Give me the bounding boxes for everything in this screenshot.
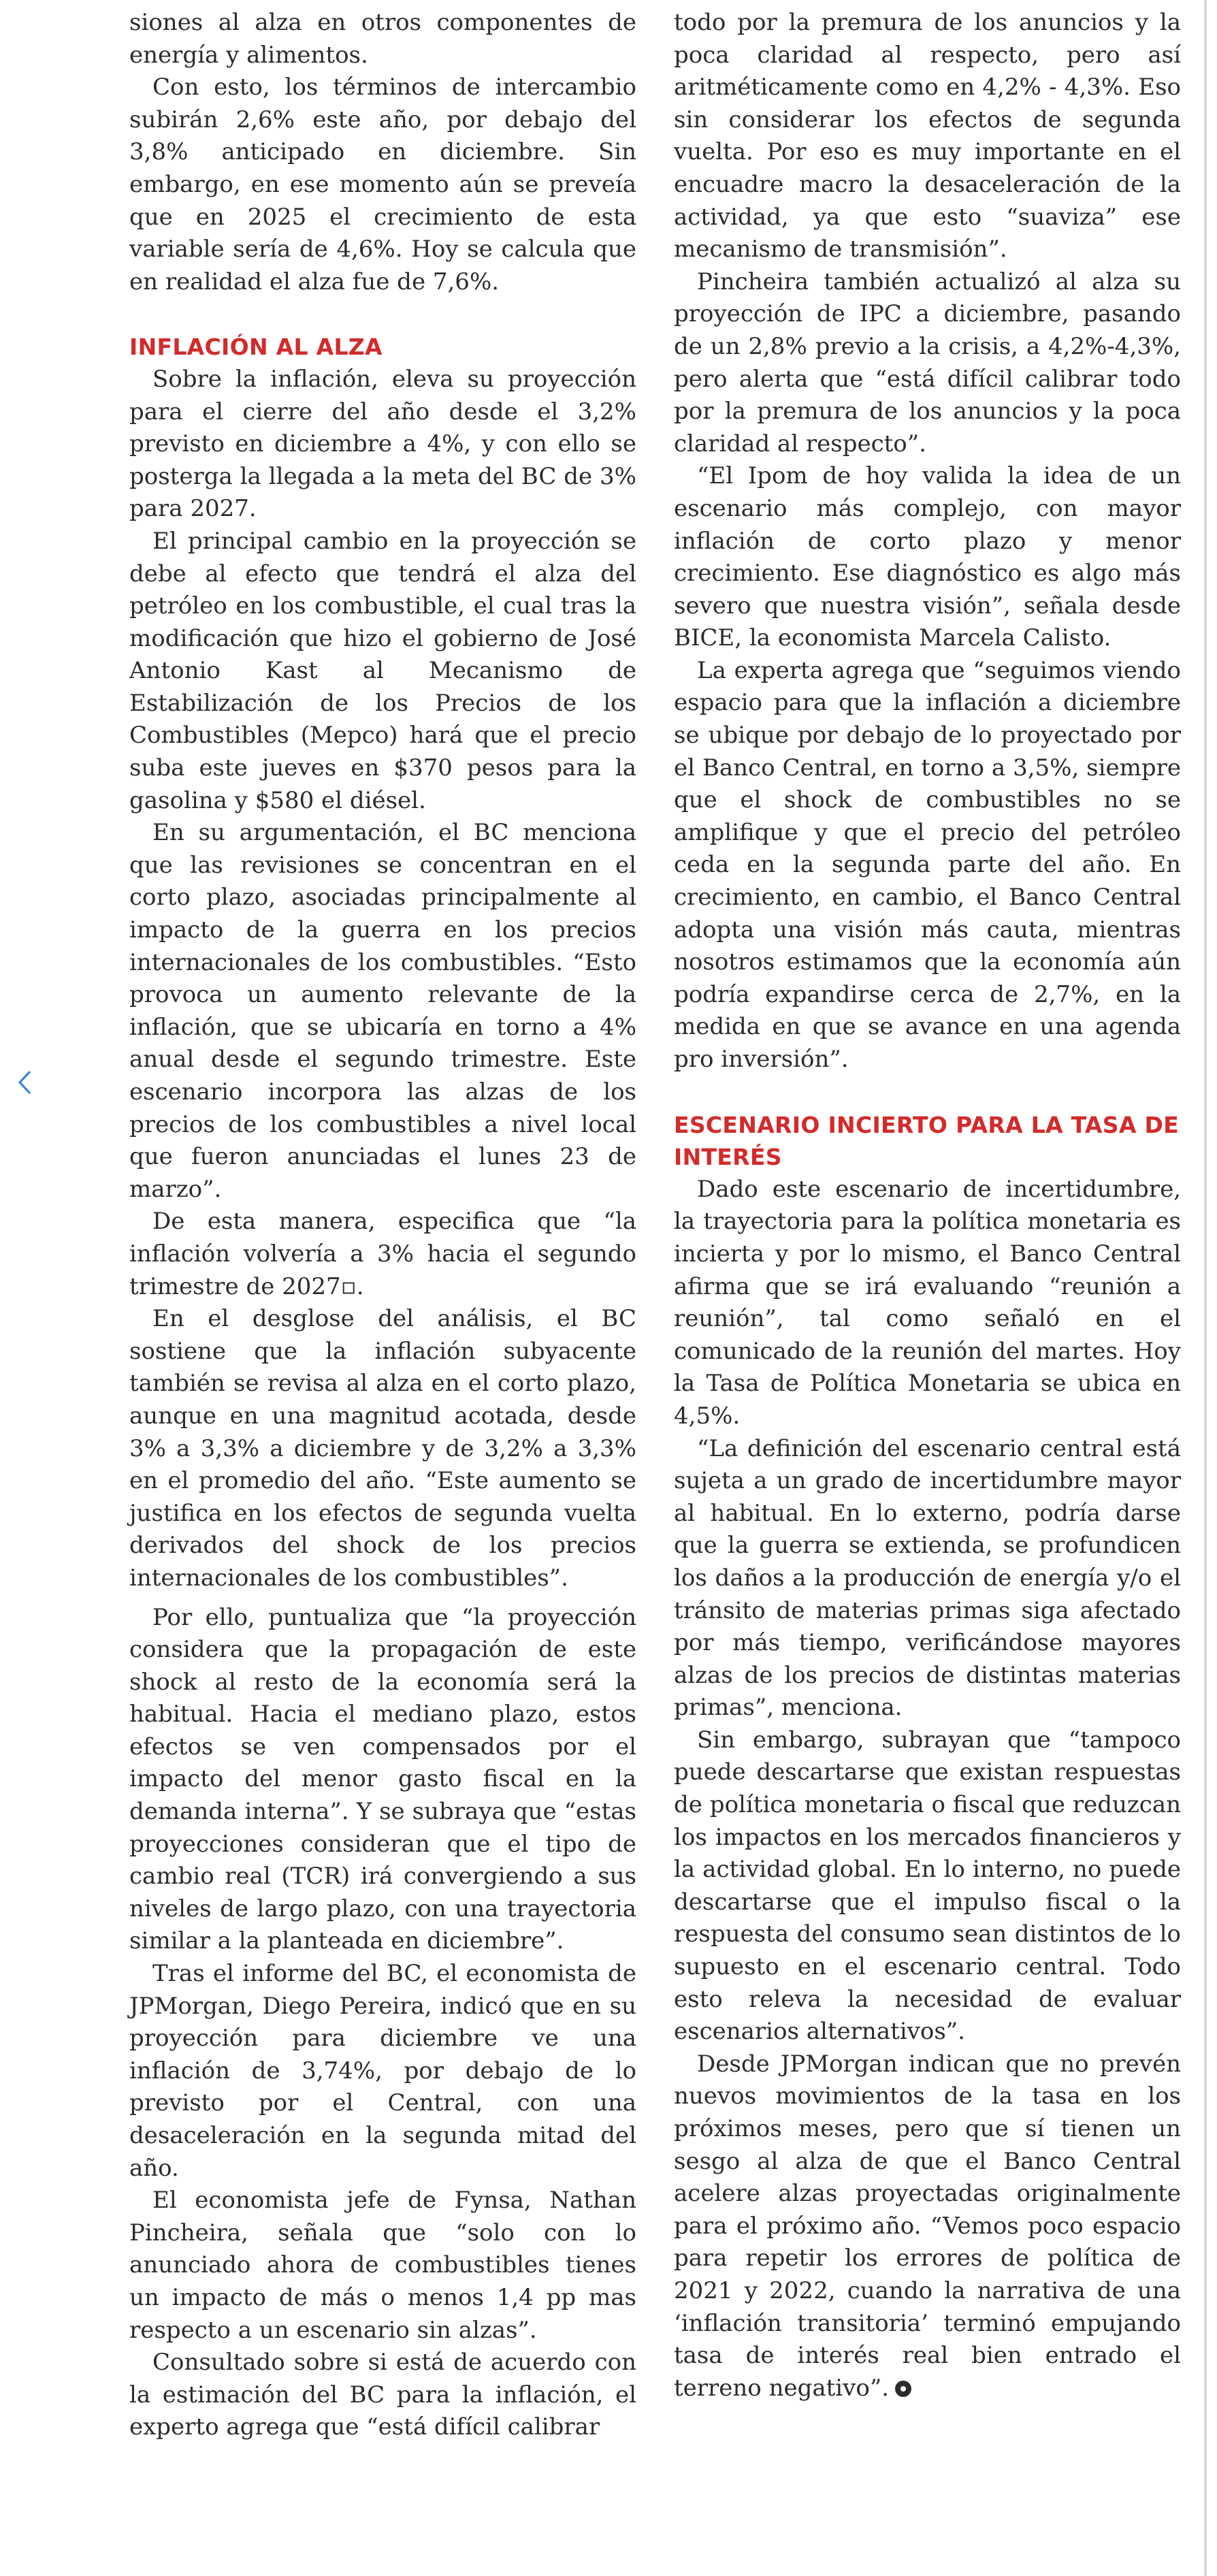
paragraph: El economista jefe de Fynsa, Nathan Pincheira, señala que “solo con lo anunciado ahora de combustibles tienes un impacto de más o menos 1,4 pp mas respecto a un escenario sin alzas”. <box>129 2187 636 2344</box>
paragraph-text: Desde JPMorgan indican que no prevén nuevos movimientos de la tasa en los próximos meses, pero que sí tienen un sesgo al alza de que el Banco Central acelere alzas proyectadas originalmente para el próximo año. “Vemos poco espacio para repetir los errores de política de 2021 y 2022, cuando la narrativa de una ‘inflación transitoria’ terminó empujando tasa de interés real bien entrado el terreno negativo”. <box>674 2050 1181 2402</box>
paragraph: La experta agrega que “seguimos viendo espacio para que la inflación a diciembre se ubique por debajo de lo proyectado por el Banco Central, en torno a 3,5%, siempre que el shock de combustibles no se amplifique y que el precio del petróleo ceda en la segunda parte del año. En crecimiento, en cambio, el Banco Central adopta una visión más cauta, mientras nosotros estimamos que la economía aún podría expandirse cerca de 2,7%, en la medida en que se avance en una agenda pro inversión”. <box>674 656 1181 1073</box>
paragraph <box>674 2048 1181 2405</box>
section-heading-escenario: ESCENARIO INCIERTO PARA LA TASA DE INTERÉS <box>674 1111 1179 1171</box>
paragraph: “La definición del escenario central está sujeta a un grado de incertidumbre mayor al habitual. En lo externo, podría darse que la guerra se extienda, se profundicen los daños a la producción de energía y/o el tránsito de materias primas siga afectado por más tiempo, verificándose mayores alzas de los precios de distintas materias primas”, menciona. <box>674 1434 1181 1722</box>
paragraph: En su argumentación, el BC menciona que las revisiones se concentran en el corto plazo, asociadas principalmente al impacto de la guerra en los precios internacionales de los combustibles. “Esto provoca un aumento relevante de la inflación, que se ubicaría en torno a 4% anual desde el segundo trimestre. Este escenario incorpora las alzas de los precios de los combustibles a nivel local que fueron anunciadas el lunes 23 de marzo”. <box>129 819 636 1203</box>
paragraph: Tras el informe del BC, el economista de JPMorgan, Diego Pereira, indicó que en su proyección para diciembre ve una inflación de 3,74%, por debajo de lo previsto por el Central, con una desaceleración en la segunda mitad del año. <box>129 1960 636 2182</box>
paragraph: todo por la premura de los anuncios y la poca claridad al respecto, pero así aritméticamente como en 4,2% - 4,3%. Eso sin considerar los efectos de segunda vuelta. Por eso es muy importante en el encuadre macro la desaceleración de la actividad, ya que esto “suaviza” ese mecanismo de transmisión”. <box>674 9 1181 263</box>
paragraph: De esta manera, especifica que “la inflación volvería a 3% hacia el segundo trimestre de 2027▫. <box>129 1208 636 1300</box>
paragraph: Por ello, puntualiza que “la proyección considera que la propagación de este shock al resto de la economía será la habitual. Hacia el mediano plazo, estos efectos se ven compensados por el impacto del menor gasto fiscal en la demanda interna”. Y se subraya que “estas proyecciones consideran que el tipo de cambio real (TCR) irá convergiendo a sus niveles de largo plazo, con una trayectoria similar a la planteada en diciembre”. <box>129 1603 636 1955</box>
paragraph: Sobre la inflación, eleva su proyección para el cierre del año desde el 3,2% previsto en diciembre a 4%, y con ello se posterga la llegada a la meta del BC de 3% para 2027. <box>129 365 636 523</box>
chevron-left-icon[interactable] <box>16 1069 33 1096</box>
left-column <box>129 7 636 2444</box>
end-of-article-icon <box>894 2380 912 2398</box>
paragraph: Dado este escenario de incertidumbre, la trayectoria para la política monetaria es incierta y por lo mismo, el Banco Central afirma que se irá evaluando “reunión a reunión”, tal como señaló en el comunicado de la reunión del martes. Hoy la Tasa de Política Monetaria se ubica en 4,5%. <box>674 1175 1181 1430</box>
right-column <box>674 7 1181 2404</box>
paragraph: siones al alza en otros componentes de energía y alimentos. <box>129 9 636 69</box>
section-heading-inflacion: INFLACIÓN AL ALZA <box>129 334 383 361</box>
previous-page-button[interactable] <box>11 1062 38 1103</box>
paragraph: Con esto, los términos de intercambio subirán 2,6% este año, por debajo del 3,8% anticipado en diciembre. Sin embargo, en ese momento aún se preveía que en 2025 el crecimiento de esta variable sería de 4,6%. Hoy se calcula que en realidad el alza fue de 7,6%. <box>129 74 636 295</box>
paragraph: Pincheira también actualizó al alza su proyección de IPC a diciembre, pasando de un 2,8% previo a la crisis, a 4,2%-4,3%, pero alerta que “está difícil calibrar todo por la premura de los anuncios y la poca claridad al respecto”. <box>674 268 1181 457</box>
paragraph: “El Ipom de hoy valida la idea de un escenario más complejo, con mayor inflación de corto plazo y menor crecimiento. Ese diagnóstico es algo más severo que nuestra visión”, señala desde BICE, la economista Marcela Calisto. <box>674 462 1181 652</box>
paragraph: En el desglose del análisis, el BC sostiene que la inflación subyacente también se revisa al alza en el corto plazo, aunque en una magnitud acotada, desde 3% a 3,3% a diciembre y de 3,2% a 3,3% en el promedio del año. “Este aumento se justifica en los efectos de segunda vuelta derivados del shock de los precios internacionales de los combustibles”. <box>129 1305 636 1592</box>
page-edge-divider <box>1204 0 1207 2576</box>
paragraph: El principal cambio en la proyección se debe al efecto que tendrá el alza del petróleo en los combustible, el cual tras la modificación que hizo el gobierno de José Antonio Kast al Mecanismo de Estabilización de los Precios de los Combustibles (Mepco) hará que el precio suba este jueves en $370 pesos para la gasolina y $580 el diésel. <box>129 527 636 814</box>
paragraph: Sin embargo, subrayan que “tampoco puede descartarse que existan respuestas de política monetaria o fiscal que reduzcan los impactos en los mercados financieros y la actividad global. En lo interno, no puede descartarse que el impulso fiscal o la respuesta del consumo sean distintos de lo supuesto en el escenario central. Todo esto releva la necesidad de evaluar escenarios alternativos”. <box>674 1726 1181 2046</box>
paragraph: Consultado sobre si está de acuerdo con la estimación del BC para la inflación, el experto agrega que “está difícil calibrar <box>129 2349 636 2441</box>
